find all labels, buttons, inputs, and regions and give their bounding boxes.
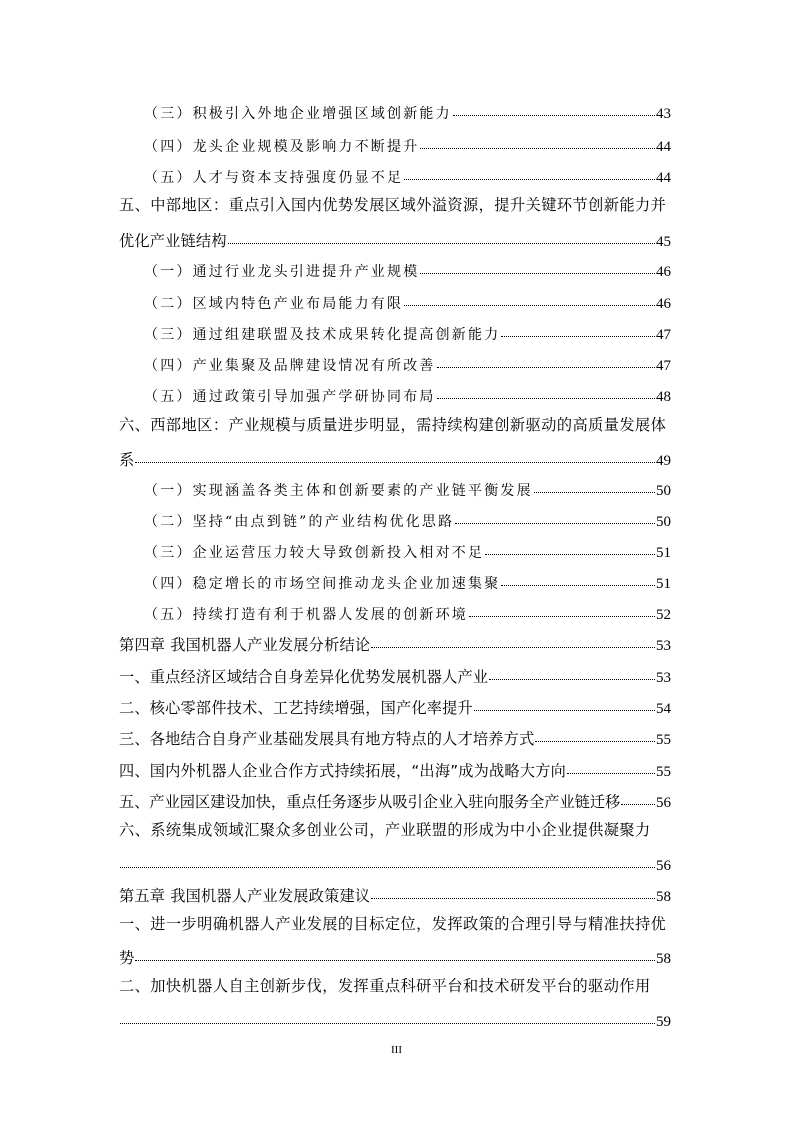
toc-entry-wrapped-line[interactable]: 六、系统集成领域汇聚众多创业公司，产业联盟的形成为中小企业提供凝聚力 xyxy=(119,821,651,839)
toc-entry[interactable] xyxy=(119,792,671,811)
dot-leader xyxy=(120,855,655,870)
toc-entry-title: （四）稳定增长的市场空间推动龙头企业加速集聚 xyxy=(144,576,501,592)
toc-entry[interactable] xyxy=(144,262,671,280)
dot-leader xyxy=(228,231,655,246)
toc-entry-page: 53 xyxy=(656,638,671,655)
toc-entry[interactable] xyxy=(144,605,671,623)
dot-leader xyxy=(420,262,655,276)
toc-entry-title: （二）区域内特色产业布局能力有限 xyxy=(144,296,404,312)
toc-entry-page: 53 xyxy=(656,670,671,687)
toc-entry-page: 50 xyxy=(656,514,671,530)
toc-entry-page: 58 xyxy=(656,889,671,906)
toc-entry-wrapped-line[interactable]: 五、中部地区：重点引入国内优势发展区域外溢资源，提升关键环节创新能力并 xyxy=(119,196,667,214)
toc-entry-wrapped-line[interactable]: 二、加快机器人自主创新步伐，发挥重点科研平台和技术研发平台的驱动作用 xyxy=(119,977,651,995)
toc-entry-title: （三）企业运营压力较大导致创新投入相对不足 xyxy=(144,545,485,561)
dot-leader xyxy=(535,729,655,744)
toc-entry-page: 45 xyxy=(656,234,671,251)
toc-entry-page: 59 xyxy=(656,1014,671,1031)
toc-entry-title: 系 xyxy=(119,451,135,470)
toc-entry-title: （三）通过组建联盟及技术成果转化提高创新能力 xyxy=(144,327,501,343)
toc-entry-wrapped-line[interactable]: 六、西部地区：产业规模与质量进步明显，需持续构建创新驱动的高质量发展体 xyxy=(119,416,667,434)
toc-entry-title: 三、各地结合自身产业基础发展具有地方特点的人才培养方式 xyxy=(119,730,535,749)
dot-leader xyxy=(469,605,655,619)
dot-leader xyxy=(501,325,655,339)
toc-entry-title: （五）人才与资本支持强度仍显不足 xyxy=(144,170,404,186)
toc-entry[interactable] xyxy=(119,729,671,748)
toc-entry[interactable] xyxy=(119,450,671,469)
toc-entry-title: 一、重点经济区域结合自身差异化优势发展机器人产业 xyxy=(119,668,489,687)
toc-entry[interactable] xyxy=(119,667,671,686)
toc-entry-title: （五）通过政策引导加强产学研协同布局 xyxy=(144,389,436,405)
dot-leader xyxy=(534,481,655,495)
toc-entry-page: 49 xyxy=(656,453,671,470)
toc-entry-title: （四）产业集聚及品牌建设情况有所改善 xyxy=(144,358,436,374)
dot-leader xyxy=(455,512,655,526)
toc-entry[interactable] xyxy=(144,512,671,530)
toc-entry-title: 势 xyxy=(119,949,135,968)
dot-leader xyxy=(567,761,655,776)
toc-entry-page: 44 xyxy=(656,170,671,186)
dot-leader xyxy=(120,1011,655,1026)
dot-leader xyxy=(437,356,655,370)
toc-entry-page: 55 xyxy=(656,732,671,749)
dot-leader xyxy=(420,137,655,151)
dot-leader xyxy=(474,698,655,713)
toc-entry[interactable] xyxy=(119,855,671,874)
dot-leader xyxy=(437,387,655,401)
toc-entry[interactable] xyxy=(144,356,671,374)
dot-leader xyxy=(371,886,655,901)
dot-leader xyxy=(135,948,655,963)
toc-entry-page: 55 xyxy=(656,764,671,781)
dot-leader xyxy=(404,294,655,308)
dot-leader xyxy=(485,543,655,557)
toc-entry[interactable] xyxy=(144,294,671,312)
toc-entry[interactable] xyxy=(119,761,671,780)
toc-entry[interactable] xyxy=(119,231,671,250)
toc-entry-page: 54 xyxy=(656,701,671,718)
toc-entry[interactable] xyxy=(144,574,671,592)
toc-entry[interactable] xyxy=(144,387,671,405)
toc-entry-page: 44 xyxy=(656,139,671,155)
toc-entry-title: 四、国内外机器人企业合作方式持续拓展，“出海”成为战略大方向 xyxy=(119,762,566,781)
toc-entry-title: （二）坚持“由点到链”的产业结构优化思路 xyxy=(144,514,455,530)
toc-entry-title: 第五章 我国机器人产业发展政策建议 xyxy=(119,887,371,906)
toc-entry-title: （一）通过行业龙头引进提升产业规模 xyxy=(144,264,420,280)
toc-entry-page: 56 xyxy=(656,795,671,812)
toc-entry-page: 48 xyxy=(656,389,671,405)
dot-leader xyxy=(489,667,655,682)
toc-entry-title: 第四章 我国机器人产业发展分析结论 xyxy=(119,636,371,655)
toc-entry[interactable] xyxy=(144,481,671,499)
dot-leader xyxy=(453,104,655,118)
toc-entry-page: 56 xyxy=(656,858,671,875)
toc-entry[interactable] xyxy=(119,886,671,905)
toc-entry-page: 43 xyxy=(656,106,671,122)
toc-entry-page: 51 xyxy=(656,576,671,592)
toc-entry-page: 58 xyxy=(656,951,671,968)
toc-entry[interactable] xyxy=(144,168,671,186)
toc-entry[interactable] xyxy=(119,698,671,717)
toc-entry-page: 51 xyxy=(656,545,671,561)
toc-entry[interactable] xyxy=(144,325,671,343)
toc-entry-title: （四）龙头企业规模及影响力不断提升 xyxy=(144,139,420,155)
toc-entry-title: 优化产业链结构 xyxy=(119,232,227,251)
toc-entry-title: 五、产业园区建设加快，重点任务逐步从吸引企业入驻向服务全产业链迁移 xyxy=(119,793,621,812)
dot-leader xyxy=(135,450,655,465)
dot-leader xyxy=(371,635,655,650)
toc-entry-page: 50 xyxy=(656,483,671,499)
dot-leader xyxy=(404,168,655,182)
toc-entry[interactable] xyxy=(144,104,671,122)
toc-entry-title: 二、核心零部件技术、工艺持续增强，国产化率提升 xyxy=(119,699,473,718)
toc-entry-page: 47 xyxy=(656,327,671,343)
page-number: III xyxy=(391,1044,402,1056)
toc-entry-wrapped-line[interactable]: 一、进一步明确机器人产业发展的目标定位，发挥政策的合理引导与精准扶持优 xyxy=(119,915,667,933)
toc-entry-title: （一）实现涵盖各类主体和创新要素的产业链平衡发展 xyxy=(144,483,533,499)
toc-entry-page: 46 xyxy=(656,296,671,312)
toc-entry[interactable] xyxy=(119,1011,671,1030)
toc-entry-title: （三）积极引入外地企业增强区域创新能力 xyxy=(144,106,452,122)
toc-entry[interactable] xyxy=(119,948,671,967)
toc-entry-page: 52 xyxy=(656,607,671,623)
dot-leader xyxy=(501,574,655,588)
toc-entry[interactable] xyxy=(144,543,671,561)
toc-entry[interactable] xyxy=(119,635,671,654)
toc-entry-page: 47 xyxy=(656,358,671,374)
toc-entry-title: （五）持续打造有利于机器人发展的创新环境 xyxy=(144,607,468,623)
dot-leader xyxy=(621,792,655,807)
toc-entry[interactable] xyxy=(144,137,671,155)
toc-entry-page: 46 xyxy=(656,264,671,280)
